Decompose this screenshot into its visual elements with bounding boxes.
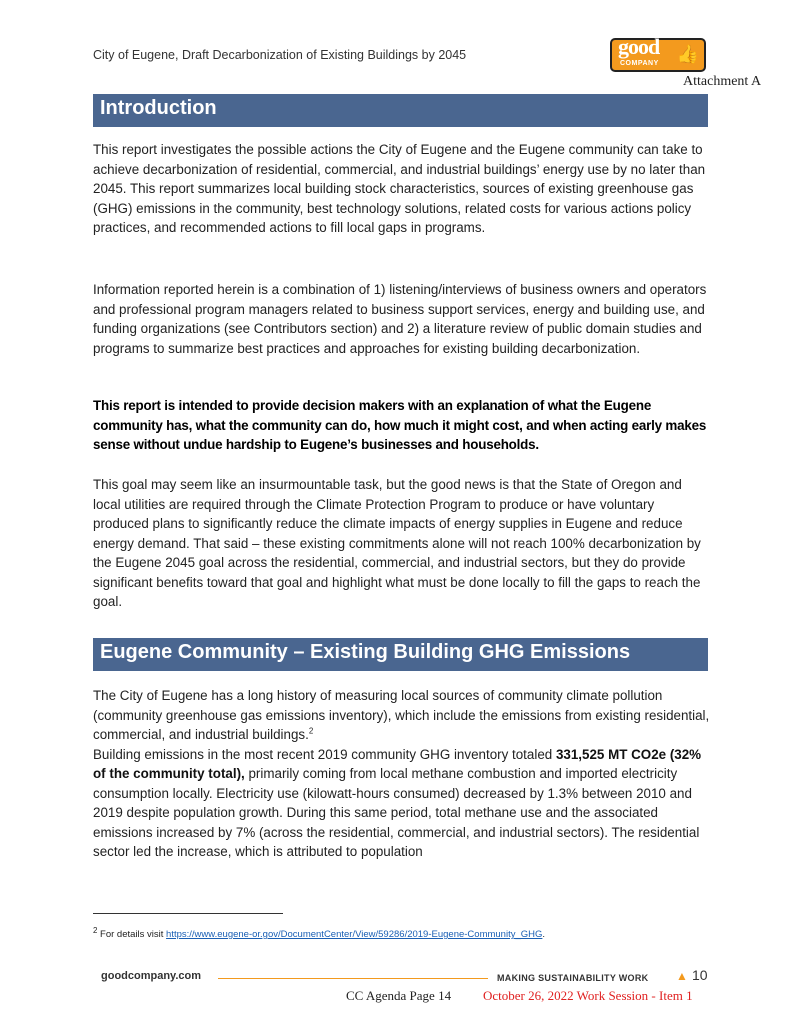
footnote <box>93 926 545 940</box>
thumbs-up-icon: ▲ <box>676 969 688 983</box>
paragraph: Information reported herein is a combination of 1) listening/interviews of business owners and operators and professional program managers related to business support services, energy and building use, and funding organizations (see Contributors section) and 2) a literature review of public domain studies and programs to summarize best practices and approaches for existing building decarbonization. <box>93 282 707 356</box>
paragraph-text: The City of Eugene has a long history of measuring local sources of community climate pollution (community greenhouse gas emissions inventory), which include the emissions from existing residential, commercial, and industrial buildings. <box>93 688 710 742</box>
footnote-link[interactable]: https://www.eugene-or.gov/DocumentCenter/View/59286/2019-Eugene-Community_GHG <box>166 929 543 941</box>
good-company-logo <box>610 34 706 72</box>
footnote-divider <box>93 913 283 914</box>
footer-divider <box>218 978 488 979</box>
key-statement: This report is intended to provide decision makers with an explanation of what the Eugene community has, what the community can do, how much it might cost, and when acting early makes sense without undue hardship to Eugene’s businesses and households. <box>93 398 707 452</box>
footer-tagline: MAKING SUSTAINABILITY WORK <box>497 973 649 983</box>
page-number: 10 <box>692 967 708 983</box>
paragraph: This report investigates the possible actions the City of Eugene and the Eugene community can take to achieve decarbonization of residential, commercial, and industrial buildings’ energy use by no later than 2045. This report summarizes local building stock characteristics, sources of existing greenhouse gas (GHG) emissions in the community, best technology solutions, related costs for various actions policy practices, and recommended actions to fill local gaps in programs. <box>93 142 706 235</box>
paragraph <box>93 686 711 862</box>
logo-text: good <box>618 34 660 59</box>
work-session-label: October 26, 2022 Work Session - Item 1 <box>483 988 693 1003</box>
section-heading: Eugene Community – Existing Building GHG Emissions <box>93 638 708 671</box>
footnote-ref[interactable]: 2 <box>308 726 314 736</box>
paragraph: This goal may seem like an insurmountable task, but the good news is that the State of Oregon and local utilities are required through the Climate Protection Program to produce or have voluntary produced plans to significantly reduce the climate impacts of energy supplies in Eugene and reduce energy demand. That said – these existing commitments alone will not reach 100% decarbonization by the Eugene 2045 goal across the residential, commercial, and industrial sectors, but they do provide significant benefits toward that goal and highlight what must be done locally to fill the gaps to reach the goal. <box>93 477 701 609</box>
logo-subtext: COMPANY <box>620 60 659 67</box>
running-header: City of Eugene, Draft Decarbonization of Existing Buildings by 2045 <box>93 48 467 62</box>
paragraph-text: primarily coming from local methane combustion and imported electricity consumption locally. Electricity use (kilowatt-hours consumed) decreased by 1.3% between 2010 and 2019 despite population growth. During this same period, total methane use and the associated emissions increased by 7% (across the residential, commercial, and industrial sectors). The residential sector led the increase, which is attributed to population <box>93 766 700 859</box>
thumbs-up-icon: 👍 <box>676 44 699 64</box>
attachment-label: Attachment A <box>683 74 762 89</box>
footnote-number: 2 <box>93 926 98 935</box>
footnote-text: For details visit <box>97 929 167 941</box>
footnote-end: . <box>542 929 546 941</box>
emissions-total: 331,525 MT CO2e (32% of the community total), <box>93 746 702 781</box>
footer-site: goodcompany.com <box>101 970 202 982</box>
paragraph-text: Building emissions in the most recent 2019 community GHG inventory totaled <box>93 746 556 762</box>
section-heading: Introduction <box>93 94 708 127</box>
agenda-page: CC Agenda Page 14 <box>346 988 452 1003</box>
